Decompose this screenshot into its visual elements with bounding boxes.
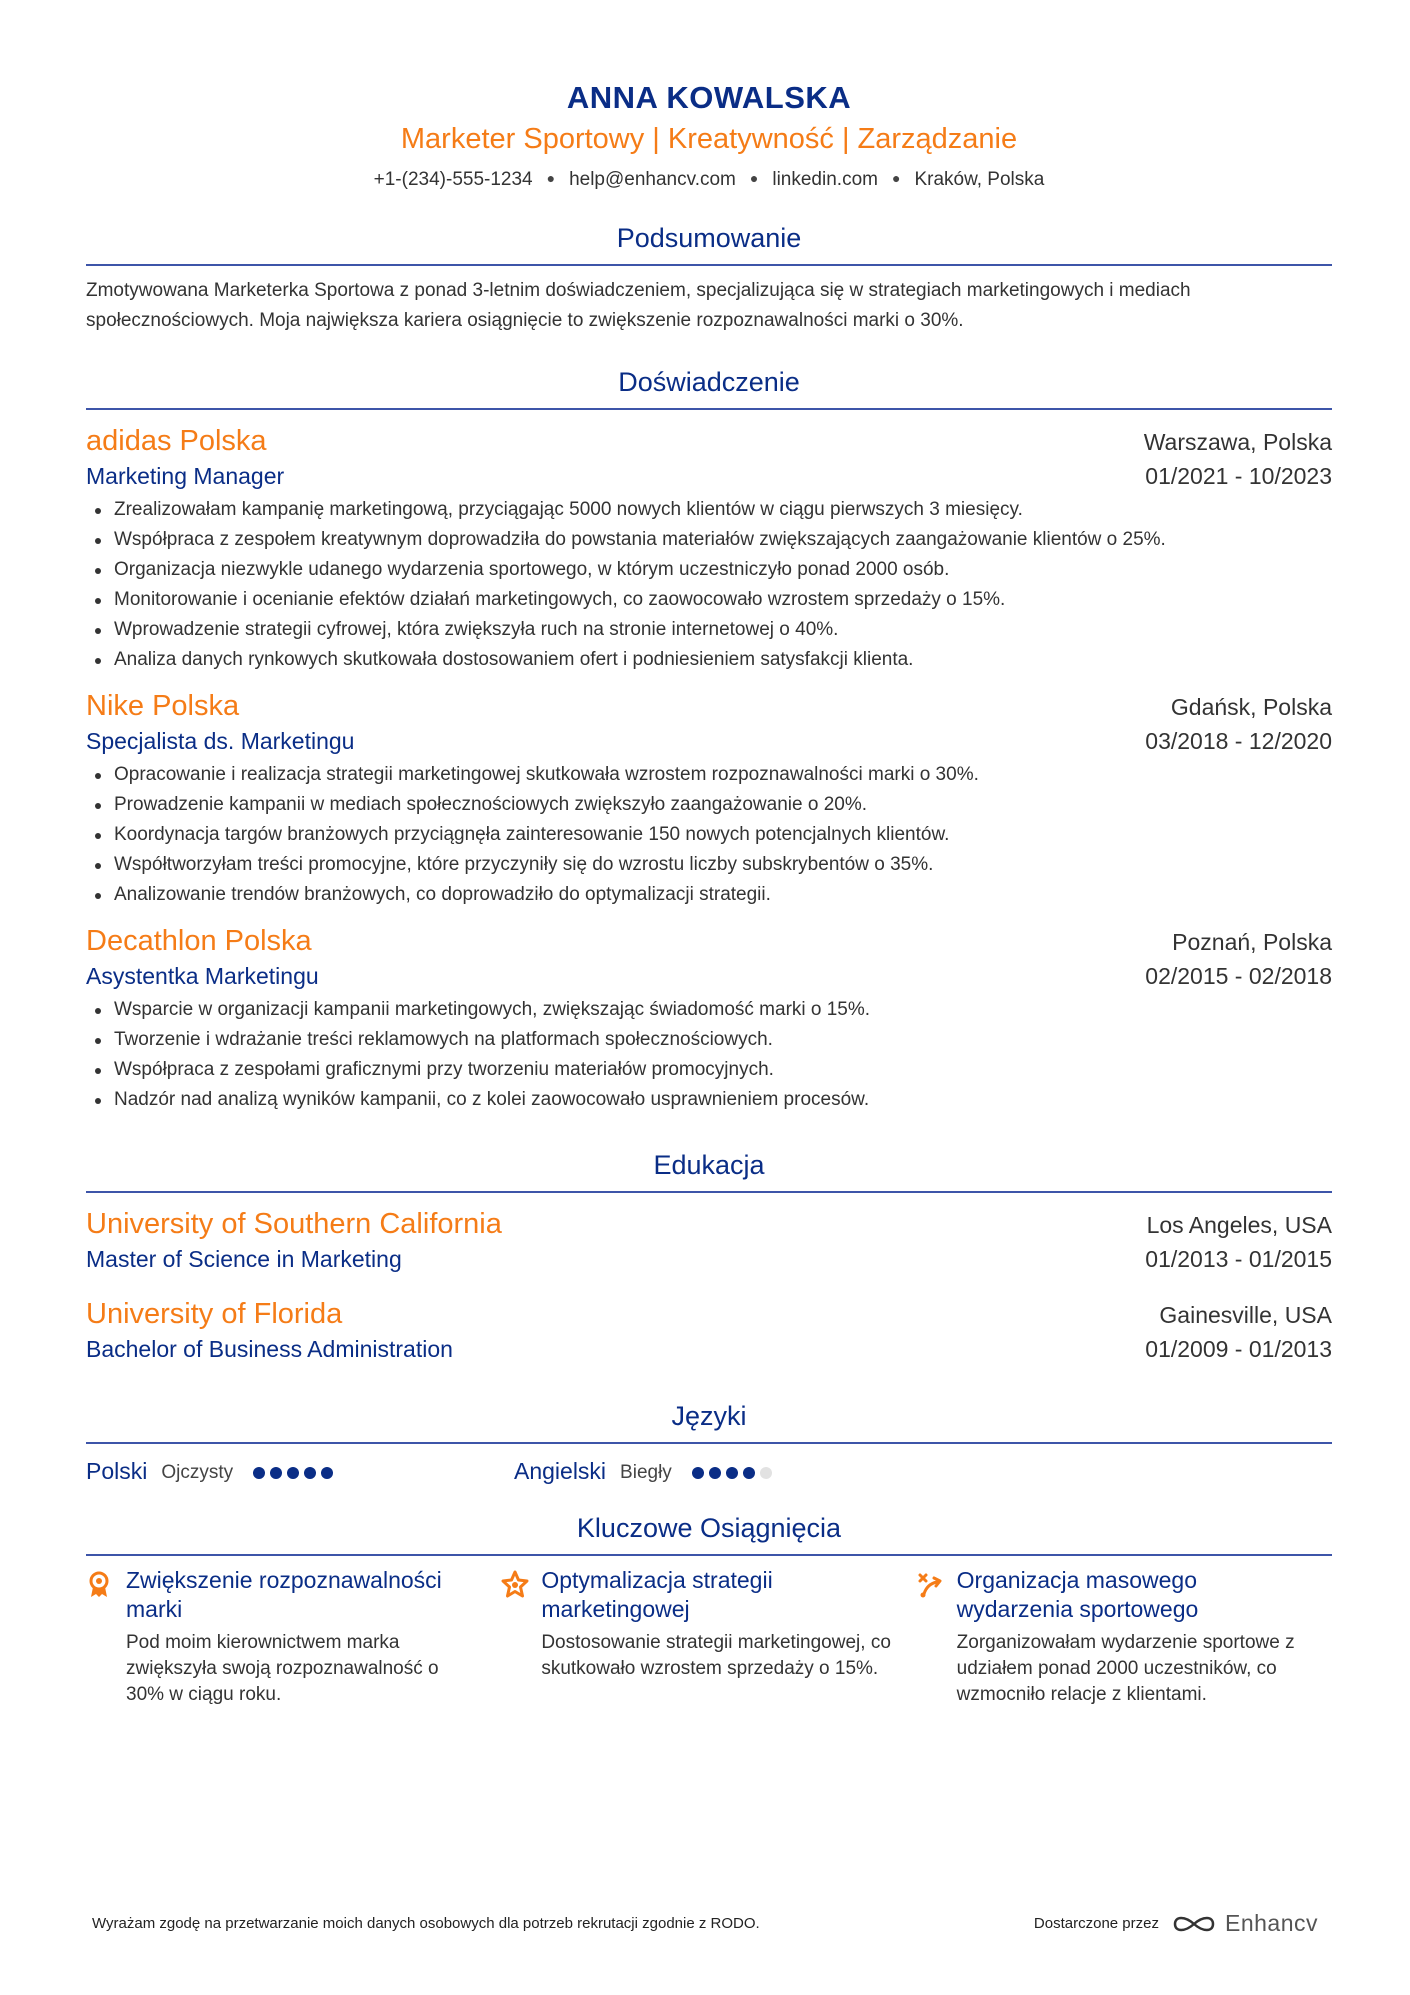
job-bullets	[86, 995, 1332, 1115]
summary-text: Zmotywowana Marketerka Sportowa z ponad 3-letnim doświadczeniem, specjalizująca się w strategiach marketingowych i mediach społecznościowych. Moja największa kariera osiągnięcie to zwiększenie rozpoznawalności marki o 30%.	[86, 280, 1191, 331]
language-item	[514, 1458, 942, 1485]
rating-dot-filled	[692, 1467, 704, 1479]
language-rating	[253, 1467, 338, 1479]
bullet-item: Analiza danych rynkowych skutkowała dostosowaniem ofert i podniesieniem satysfakcji klienta.	[114, 645, 1332, 675]
education-dates: 01/2009 - 01/2013	[1145, 1336, 1332, 1362]
resume-header	[86, 0, 1332, 192]
rating-dot-filled	[321, 1467, 333, 1479]
achievement-item	[501, 1566, 916, 1708]
bullet-item: Tworzenie i wdrażanie treści reklamowych na platformach społecznościowych.	[114, 1025, 1332, 1055]
job-location: Warszawa, Polska	[1143, 429, 1332, 455]
rating-dot-filled	[253, 1467, 265, 1479]
rating-dot-filled	[270, 1467, 282, 1479]
gdpr-consent-note: Wyrażam zgodę na przetwarzanie moich danych osobowych dla potrzeb rekrutacji zgodnie z RODO.	[92, 1915, 760, 1932]
rating-dot-filled	[304, 1467, 316, 1479]
job-location: Poznań, Polska	[1172, 929, 1332, 955]
section-title: Edukacja	[86, 1147, 1332, 1193]
bullet-item: Wprowadzenie strategii cyfrowej, która zwiększyła ruch na stronie internetowej o 40%.	[114, 615, 1332, 645]
language-rating	[692, 1467, 777, 1479]
enhancv-logo-icon	[1171, 1912, 1217, 1936]
bullet-item: Współtworzyłam treści promocyjne, które przyczyniły się do wzrostu liczby subskrybentów o 35%.	[114, 850, 1332, 880]
language-level: Biegły	[620, 1462, 672, 1483]
company-name: Decathlon Polska	[86, 925, 312, 957]
contact-email[interactable]: help@enhancv.com	[569, 169, 736, 190]
education-entry	[86, 1296, 1332, 1366]
rating-dot-filled	[743, 1467, 755, 1479]
job-dates: 01/2021 - 10/2023	[1145, 463, 1332, 489]
separator-dot: ●	[546, 170, 556, 186]
school-location: Los Angeles, USA	[1146, 1212, 1332, 1238]
job-role: Asystentka Marketingu	[86, 963, 319, 989]
bullet-item: Zrealizowałam kampanię marketingową, przyciągając 5000 nowych klientów w ciągu pierwszych 3 miesięcy.	[114, 495, 1332, 525]
section-title: Kluczowe Osiągnięcia	[86, 1510, 1332, 1556]
bullet-item: Nadzór nad analizą wyników kampanii, co z kolei zaowocowało usprawnieniem procesów.	[114, 1085, 1332, 1115]
job-role: Specjalista ds. Marketingu	[86, 728, 355, 754]
experience-entry	[86, 423, 1332, 675]
job-location: Gdańsk, Polska	[1170, 694, 1332, 720]
language-level: Ojczysty	[161, 1462, 234, 1483]
bullet-item: Współpraca z zespołami graficznymi przy tworzeniu materiałów promocyjnych.	[114, 1055, 1332, 1085]
bullet-item: Koordynacja targów branżowych przyciągnęła zainteresowanie 150 nowych potencjalnych klientów.	[114, 820, 1332, 850]
bullet-item: Analizowanie trendów branżowych, co doprowadziło do optymalizacji strategii.	[114, 880, 1332, 910]
rating-dot-filled	[726, 1467, 738, 1479]
bullet-item: Organizacja niezwykle udanego wydarzenia sportowego, w którym uczestniczyło ponad 2000 osób.	[114, 555, 1332, 585]
languages-section	[86, 1398, 1332, 1488]
rating-dot-filled	[709, 1467, 721, 1479]
brand-name: Enhancv	[1224, 1910, 1318, 1936]
star-icon	[501, 1566, 541, 1708]
job-bullets	[86, 760, 1332, 910]
achievements-section	[86, 1510, 1332, 1708]
award-icon	[86, 1566, 126, 1708]
separator-dot: ●	[891, 170, 901, 186]
contact-line	[86, 166, 1332, 192]
achievement-title: Organizacja masowego wydarzenia sportowego	[956, 1567, 1199, 1622]
job-role: Marketing Manager	[86, 463, 285, 489]
page-footer	[92, 1910, 1318, 1937]
job-dates: 02/2015 - 02/2018	[1145, 963, 1332, 989]
education-section	[86, 1147, 1332, 1366]
degree-name: Bachelor of Business Administration	[86, 1336, 453, 1362]
summary-section	[86, 220, 1332, 336]
section-title: Doświadczenie	[86, 364, 1332, 410]
contact-location: Kraków, Polska	[914, 169, 1045, 190]
company-name: adidas Polska	[86, 425, 267, 457]
language-name: Polski	[86, 1457, 148, 1484]
achievement-title: Optymalizacja strategii marketingowej	[541, 1567, 773, 1622]
resume-page	[86, 0, 1332, 1708]
language-item	[86, 1458, 514, 1485]
bullet-item: Wsparcie w organizacji kampanii marketingowych, zwiększając świadomość marki o 15%.	[114, 995, 1332, 1025]
achievement-desc: Pod moim kierownictwem marka zwiększyła swoją rozpoznawalność o 30% w ciągu roku.	[126, 1632, 439, 1705]
rating-dot-filled	[287, 1467, 299, 1479]
section-title: Języki	[86, 1398, 1332, 1444]
company-name: Nike Polska	[86, 690, 240, 722]
language-name: Angielski	[514, 1457, 607, 1484]
job-dates: 03/2018 - 12/2020	[1145, 728, 1332, 754]
candidate-headline: Marketer Sportowy | Kreatywność | Zarządzanie	[400, 123, 1018, 155]
experience-entry	[86, 923, 1332, 1115]
tactic-icon	[917, 1566, 957, 1708]
achievement-desc: Dostosowanie strategii marketingowej, co skutkowało wzrostem sprzedaży o 15%.	[541, 1632, 891, 1679]
provided-by-label: Dostarczone przez	[1033, 1915, 1159, 1932]
experience-section	[86, 364, 1332, 1115]
experience-entry	[86, 688, 1332, 910]
bullet-item: Współpraca z zespołem kreatywnym doprowadziła do powstania materiałów zwiększających zaangażowanie klientów o 25%.	[114, 525, 1332, 555]
rating-dot-empty	[760, 1467, 772, 1479]
achievement-title: Zwiększenie rozpoznawalności marki	[126, 1567, 442, 1622]
education-entry	[86, 1206, 1332, 1276]
contact-linkedin[interactable]: linkedin.com	[772, 169, 878, 190]
job-bullets	[86, 495, 1332, 675]
bullet-item: Opracowanie i realizacja strategii marketingowej skutkowała wzrostem rozpoznawalności marki o 30%.	[114, 760, 1332, 790]
degree-name: Master of Science in Marketing	[86, 1246, 402, 1272]
achievement-desc: Zorganizowałam wydarzenie sportowe z udziałem ponad 2000 uczestników, co wzmocniło relacje z klientami.	[956, 1632, 1295, 1705]
bullet-item: Monitorowanie i ocenianie efektów działań marketingowych, co zaowocowało wzrostem sprzedaży o 15%.	[114, 585, 1332, 615]
achievement-item	[917, 1566, 1332, 1708]
contact-phone: +1-(234)-555-1234	[373, 169, 533, 190]
separator-dot: ●	[749, 170, 759, 186]
brand-credit[interactable]	[1034, 1910, 1318, 1937]
section-title: Podsumowanie	[86, 220, 1332, 266]
achievement-item	[86, 1566, 501, 1708]
candidate-name: ANNA KOWALSKA	[566, 80, 852, 115]
bullet-item: Prowadzenie kampanii w mediach społecznościowych zwiększyło zaangażowanie o 20%.	[114, 790, 1332, 820]
school-name: University of Southern California	[86, 1208, 502, 1240]
education-dates: 01/2013 - 01/2015	[1145, 1246, 1332, 1272]
school-name: University of Florida	[86, 1298, 343, 1330]
school-location: Gainesville, USA	[1159, 1302, 1332, 1328]
